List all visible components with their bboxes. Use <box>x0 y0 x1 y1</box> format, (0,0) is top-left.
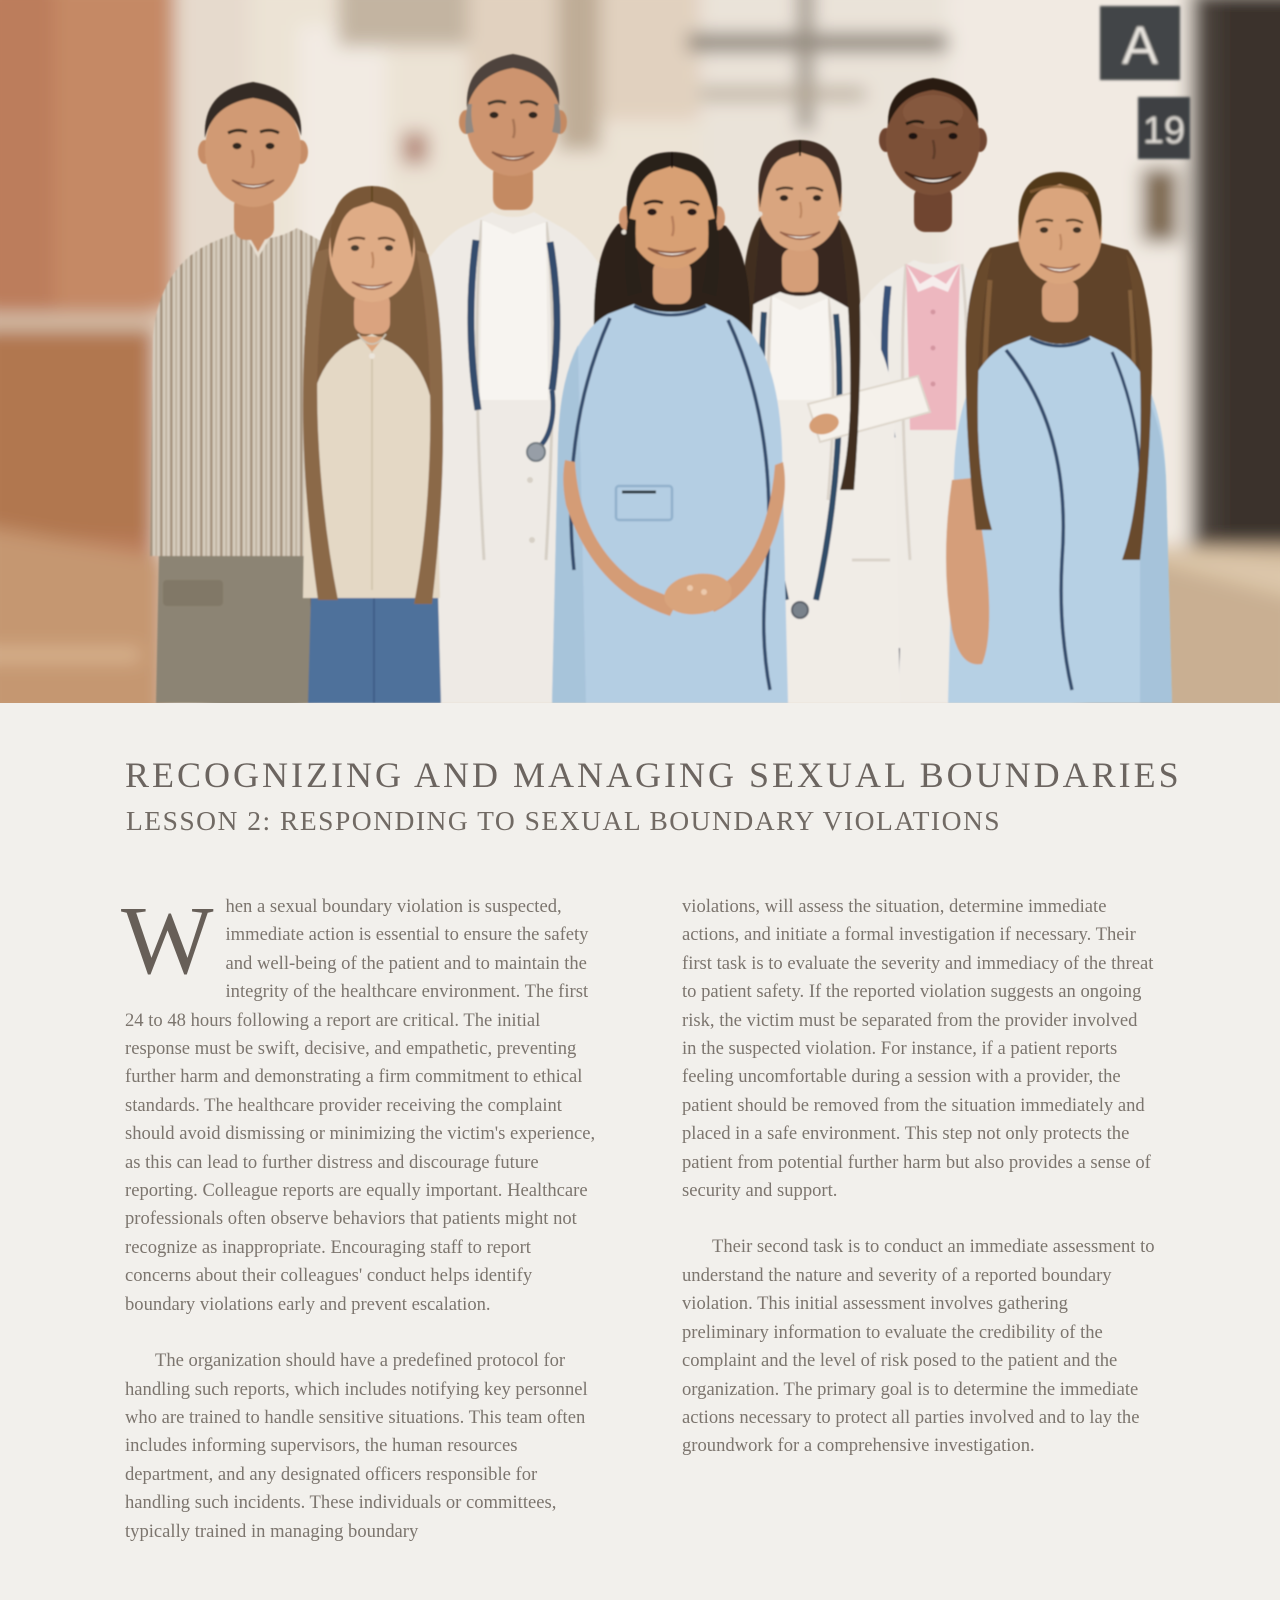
title-block <box>0 703 1280 837</box>
paragraph: Their second task is to conduct an immediate assessment to understand the nature and severity of a reported boundary violation. This initial assessment involves gathering preliminary information to evaluate the credibility of the complaint and the level of risk posed to the patient and the organization. The primary goal is to determine the immediate actions necessary to protect all parties involved and to lay the groundwork for a comprehensive investigation. <box>682 1236 1155 1457</box>
right-column <box>682 893 1155 1546</box>
article-body <box>0 837 1280 1546</box>
room-number-text: 19 <box>1142 110 1186 152</box>
hero-photo <box>0 0 1280 703</box>
paragraph: The organization should have a predefined protocol for handling such reports, which includes notifying key personnel who are trained to handle sensitive situations. This team often includes informing supervisors, the human resources department, and any designated officers responsible for handling such incidents. These individuals or committees, typically trained in managing boundary <box>125 1350 588 1542</box>
paragraph <box>121 887 598 1319</box>
drop-cap: W <box>121 887 214 996</box>
paragraph-text: hen a sexual boundary violation is suspected, immediate action is essential to ensure the safety and well-being of the patient and to maintain the integrity of the healthcare environment. The first 24 to 48 hours following a report are critical. The initial response must be swift, decisive, and empathetic, preventing further harm and demonstrating a firm commitment to ethical standards. The healthcare provider receiving the complaint should avoid dismissing or minimizing the victim's experience, as this can lead to further distress and discourage future reporting. Colleague reports are equally important. Healthcare professionals often observe behaviors that patients might not recognize as inappropriate. Encouraging staff to report concerns about their colleagues' conduct helps identify boundary violations early and prevent escalation. <box>125 896 596 1315</box>
photo-tint-overlay <box>0 0 1280 703</box>
left-column <box>121 887 598 1546</box>
page-subtitle: LESSON 2: RESPONDING TO SEXUAL BOUNDARY VIOLATIONS <box>126 805 1002 837</box>
page-title: RECOGNIZING AND MANAGING SEXUAL BOUNDARIES <box>125 755 1182 795</box>
building-sign-letter: A <box>1121 16 1159 76</box>
paragraph: violations, will assess the situation, determine immediate actions, and initiate a formal investigation if necessary. Their first task is to evaluate the severity and immediacy of the threat to patient safety. If the reported violation suggests an ongoing risk, the victim must be separated from the provider involved in the suspected violation. For instance, if a patient reports feeling uncomfortable during a session with a provider, the patient should be removed from the situation immediately and placed in a safe environment. This step not only protects the patient from potential further harm but also provides a sense of security and support. <box>682 896 1154 1202</box>
